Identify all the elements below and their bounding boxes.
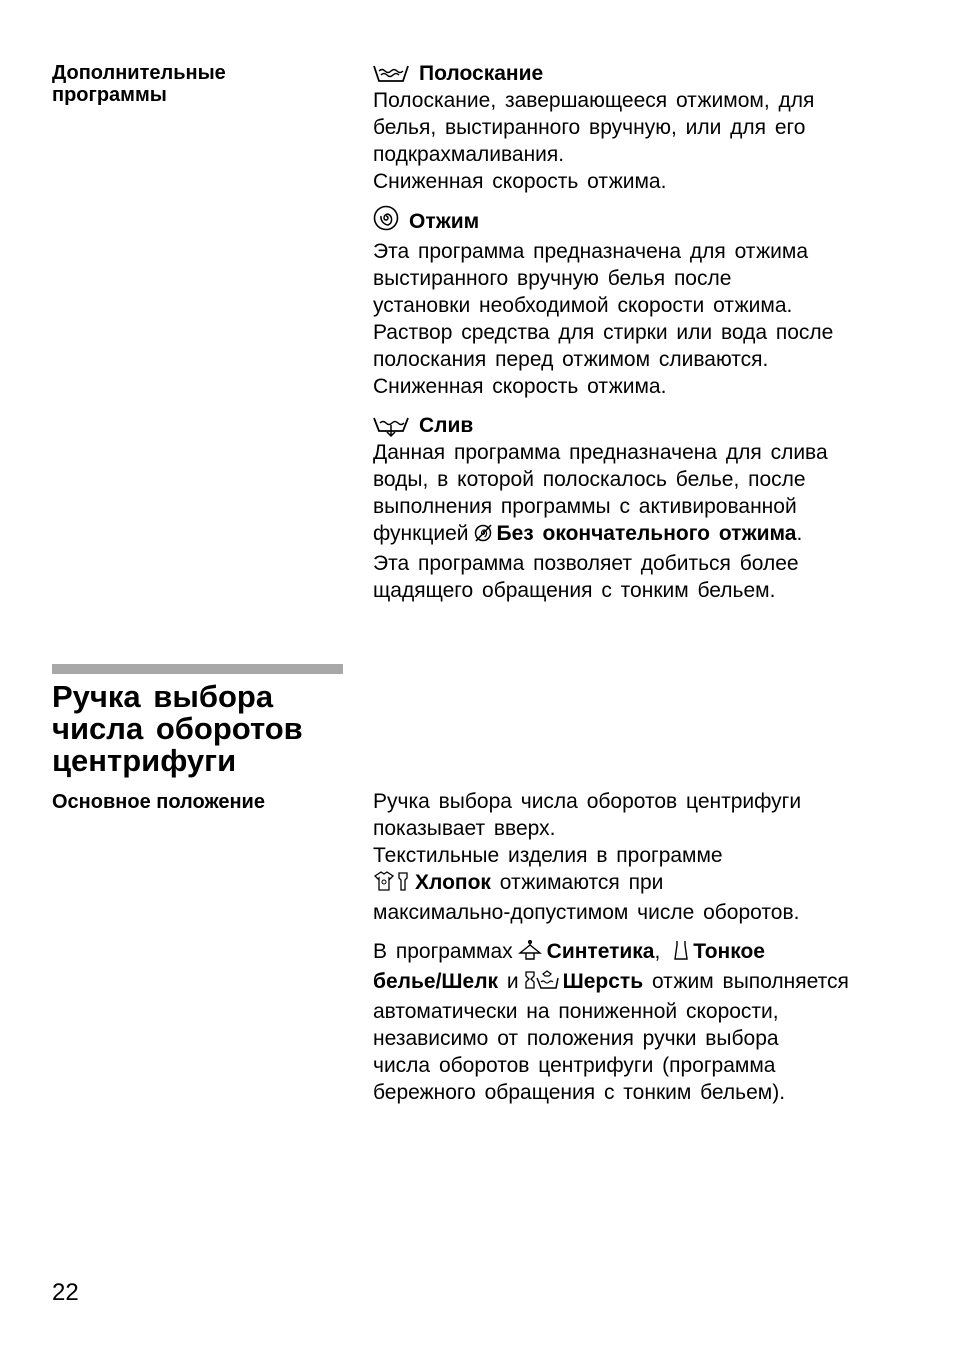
spin-line: Сниженная скорость отжима.	[373, 375, 667, 398]
rinse-line: подкрахмаливания.	[373, 143, 565, 166]
drain-function-line	[373, 520, 913, 550]
cotton-label: Хлопок	[415, 871, 491, 894]
delicates-label-2: белье/Шелк	[373, 970, 499, 993]
delicates-wool-line	[373, 968, 913, 998]
delicates-label-1: Тонкое	[693, 940, 765, 963]
drain-func-name: Без окончательного отжима	[496, 522, 797, 545]
page-number: 22	[52, 1279, 79, 1306]
spin-spiral-icon	[373, 205, 399, 238]
basic-line: бережного обращения с тонким бельем).	[373, 1081, 786, 1104]
wool-icon	[523, 969, 559, 998]
wool-label: Шерсть	[562, 970, 644, 993]
drain-func-prefix: функцией	[373, 522, 469, 545]
basic-line: независимо от положения ручки выбора	[373, 1027, 779, 1050]
rinse-section	[373, 60, 913, 195]
drain-line: воды, в которой полоскалось белье, после	[373, 468, 806, 491]
drain-tub-icon	[373, 415, 409, 437]
delicates-icon	[673, 939, 689, 968]
programs-comma: ,	[654, 940, 661, 963]
wool-suffix: отжим выполняется	[651, 970, 849, 993]
drain-line: Эта программа позволяет добиться более	[373, 552, 799, 575]
drain-func-suffix: .	[796, 522, 803, 545]
spin-section	[373, 205, 913, 400]
basic-line: автоматически на пониженной скорости,	[373, 1000, 779, 1023]
cotton-line	[373, 869, 913, 899]
rinse-line: белья, выстиранного вручную, или для его	[373, 116, 806, 139]
drain-line: щадящего обращения с тонким бельем.	[373, 579, 776, 602]
rinse-title: Полоскание	[419, 62, 544, 85]
basic-line: числа оборотов центрифуги (программа	[373, 1054, 776, 1077]
spin-line: Эта программа предназначена для отжима	[373, 240, 809, 263]
drain-line: выполнения программы с активированной	[373, 495, 797, 518]
rinse-line: Полоскание, завершающееся отжимом, для	[373, 89, 815, 112]
spin-line: Раствор средства для стирки или вода после	[373, 321, 834, 344]
cotton-suffix: отжимаются при	[499, 871, 664, 894]
programs-prefix: В программах	[373, 940, 513, 963]
spin-line: выстиранного вручную белья после	[373, 267, 732, 290]
basic-line: Ручка выбора числа оборотов центрифуги	[373, 790, 802, 813]
no-final-spin-icon	[473, 523, 493, 550]
cotton-icon	[373, 870, 411, 899]
basic-position-section	[373, 788, 913, 1106]
synthetics-label: Синтетика	[546, 940, 655, 963]
spin-line: установки необходимой скорости отжима.	[373, 294, 793, 317]
rinse-line: Сниженная скорость отжима.	[373, 170, 667, 193]
basic-position-heading: Основное положение	[52, 791, 265, 813]
spin-selector-heading: Ручка выбора числа оборотов центрифуги	[52, 679, 303, 778]
synthetics-icon	[517, 939, 543, 968]
spin-title: Отжим	[409, 210, 480, 233]
drain-section	[373, 412, 913, 604]
drain-title: Слив	[419, 414, 474, 437]
spin-line: полоскания перед отжимом сливаются.	[373, 348, 769, 371]
programs-line	[373, 938, 913, 968]
additional-programs-heading: Дополнительные программы	[52, 62, 226, 106]
drain-line: Данная программа предназначена для слива	[373, 441, 828, 464]
rinse-tub-icon	[373, 64, 409, 84]
basic-line: максимально-допустимом числе оборотов.	[373, 901, 800, 924]
basic-line: показывает вверх.	[373, 817, 556, 840]
section-rule	[52, 664, 343, 674]
basic-line: Текстильные изделия в программе	[373, 844, 723, 867]
and-word: и	[506, 970, 519, 993]
